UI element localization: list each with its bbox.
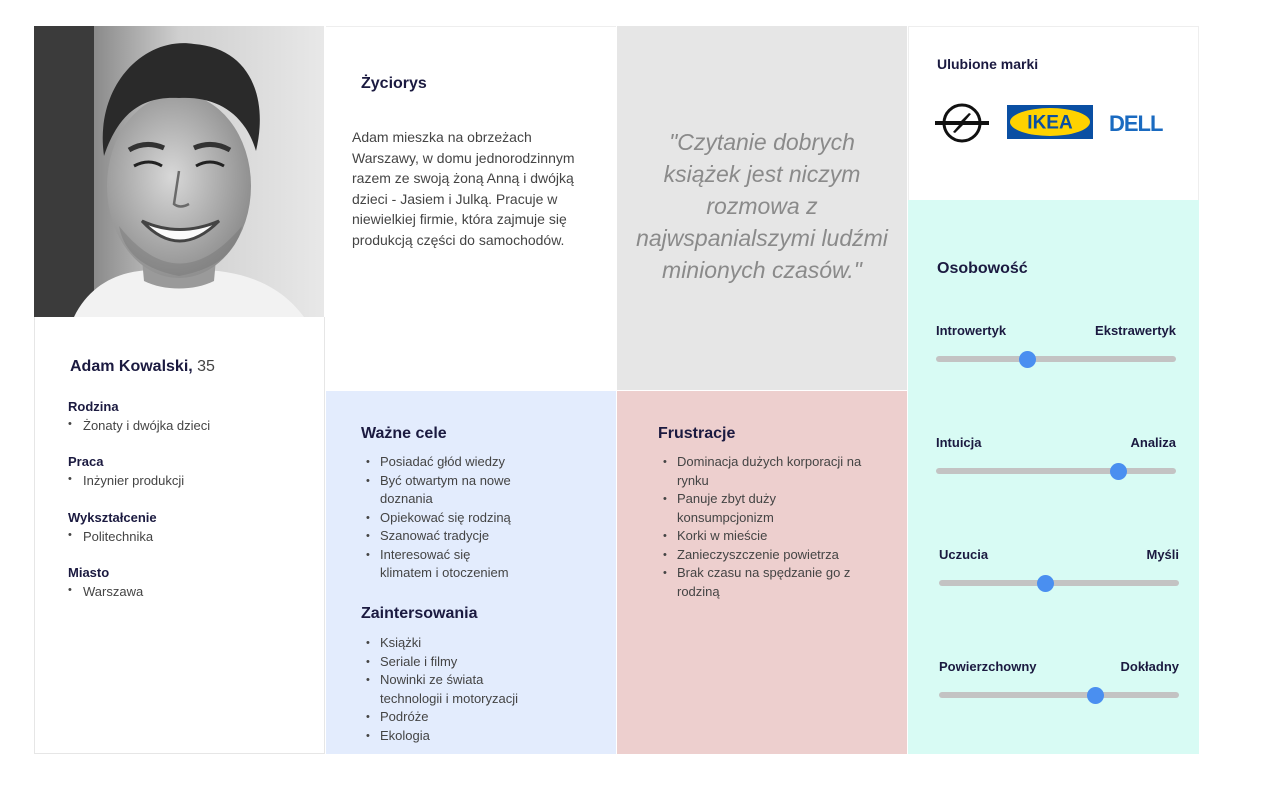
list-item: • Panuje zbyt duży konsumpcjonizm — [663, 490, 863, 527]
trait-slider-track[interactable] — [936, 356, 1176, 362]
ikea-logo-text: IKEA — [1027, 112, 1073, 134]
trait-slider-thumb[interactable] — [1087, 687, 1104, 704]
bio-section — [326, 26, 616, 390]
list-item: • Seriale i filmy — [366, 653, 536, 672]
list-item: • Nowinki ze świata technologii i motoryzacji — [366, 671, 536, 708]
list-item: • Posiadać głód wiedzy — [366, 453, 516, 472]
bio-text: Adam mieszka na obrzeżach Warszawy, w domu jednorodzinnym razem ze swoją żoną Anną i dwójką dzieci - Jasiem i Julką. Pracuje w niewielkiej firmie, która zajmuje się produkcją części do samochodów. — [352, 129, 575, 248]
list-item: • Dominacja dużych korporacji na rynku — [663, 453, 863, 490]
trait-introvert-extrovert — [936, 323, 1176, 341]
persona-name-line — [70, 358, 215, 376]
trait-slider-thumb[interactable] — [1019, 351, 1036, 368]
trait-left-label: Uczucia — [939, 547, 989, 562]
trait-left-label: Introwertyk — [936, 323, 1007, 338]
interests-list — [366, 634, 536, 745]
trait-slider-thumb[interactable] — [1037, 575, 1054, 592]
list-item: • Być otwartym na nowe doznania — [366, 472, 516, 509]
list-item: • Interesować się klimatem i otoczeniem — [366, 546, 516, 583]
trait-right-label: Analiza — [1130, 435, 1176, 450]
info-value: • Warszawa — [68, 584, 143, 599]
frustrations-list — [663, 453, 863, 601]
goals-section — [326, 391, 616, 754]
frustrations-section — [617, 391, 907, 754]
info-label: Praca — [68, 454, 104, 469]
info-value: • Żonaty i dwójka dzieci — [68, 418, 210, 433]
profile-card — [34, 317, 325, 754]
trait-feelings-thoughts — [939, 547, 1179, 565]
info-label: Miasto — [68, 565, 110, 580]
info-family — [68, 399, 210, 433]
quote-text: "Czytanie dobrych książek jest niczym rozmowa z najwspanialszymi ludźmi minionych czasów." — [636, 129, 888, 283]
list-item: • Szanować tradycje — [366, 527, 516, 546]
info-city — [68, 565, 143, 599]
trait-slider-track[interactable] — [936, 468, 1176, 474]
frustrations-title: Frustracje — [658, 425, 736, 442]
portrait-image — [34, 26, 324, 317]
goals-title: Ważne cele — [361, 425, 447, 442]
trait-slider-track[interactable] — [939, 692, 1179, 698]
profile-photo — [34, 26, 324, 317]
trait-slider-thumb[interactable] — [1110, 463, 1127, 480]
info-value: • Politechnika — [68, 529, 157, 544]
interests-title: Zaintersowania — [361, 605, 478, 622]
list-item: • Książki — [366, 634, 536, 653]
list-item: • Ekologia — [366, 727, 536, 746]
trait-right-label: Dokładny — [1120, 659, 1179, 674]
bio-title: Życiorys — [361, 75, 427, 92]
goals-list — [366, 453, 516, 583]
personality-title: Osobowość — [937, 260, 1028, 277]
trait-right-label: Myśli — [1146, 547, 1179, 562]
trait-right-label: Ekstrawertyk — [1095, 323, 1176, 338]
dell-logo-icon — [1109, 111, 1173, 135]
info-value: • Inżynier produkcji — [68, 473, 184, 488]
ikea-logo-icon — [1007, 105, 1093, 139]
opel-logo-icon — [935, 102, 989, 144]
dell-logo-text: DELL — [1109, 111, 1163, 135]
list-item: • Korki w mieście — [663, 527, 863, 546]
brands-title: Ulubione marki — [937, 56, 1039, 72]
brands-section — [908, 26, 1199, 200]
info-label: Rodzina — [68, 399, 119, 414]
trait-superficial-thorough — [939, 659, 1179, 677]
list-item: • Podróże — [366, 708, 536, 727]
list-item: • Brak czasu na spędzanie go z rodziną — [663, 564, 863, 601]
personality-section — [908, 200, 1199, 754]
trait-left-label: Intuicja — [936, 435, 982, 450]
list-item: • Opiekować się rodziną — [366, 509, 516, 528]
ikea-logo — [1007, 105, 1093, 139]
trait-intuition-analysis — [936, 435, 1176, 453]
list-item: • Zanieczyszczenie powietrza — [663, 546, 863, 565]
trait-slider-track[interactable] — [939, 580, 1179, 586]
info-label: Wykształcenie — [68, 510, 157, 525]
persona-name: Adam Kowalski, — [70, 358, 193, 375]
trait-left-label: Powierzchowny — [939, 659, 1037, 674]
persona-age: 35 — [197, 358, 215, 375]
info-job — [68, 454, 184, 488]
quote-section — [617, 26, 907, 390]
info-education — [68, 510, 157, 544]
